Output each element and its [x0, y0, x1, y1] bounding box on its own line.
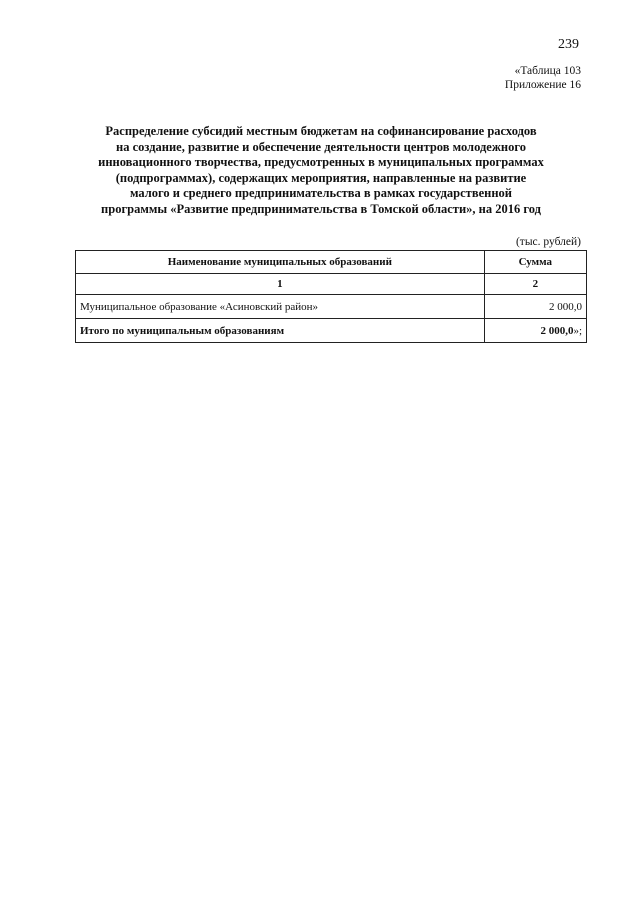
municipality-amount: 2 000,0: [484, 295, 586, 319]
appendix-label: Приложение 16: [504, 79, 581, 91]
subsidy-table: [75, 250, 587, 343]
title-line: программы «Развитие предпринимательства в Томской области», на 2016 год: [101, 201, 541, 216]
header-name: Наименование муниципальных образований: [76, 251, 485, 274]
title-line: Распределение субсидий местным бюджетам на софинансирование расходов: [105, 124, 537, 138]
total-label: Итого по муниципальным образованиям: [76, 319, 485, 343]
column-number-row: [76, 274, 587, 295]
table-label: «Таблица 103: [514, 65, 581, 77]
document-title: [60, 124, 582, 217]
total-amount: 2 000,0: [540, 324, 574, 337]
title-line: малого и среднего предпринимательства в рамках государственной: [130, 186, 512, 200]
total-row: [76, 319, 587, 343]
units-note: (тыс. рублей): [515, 236, 581, 248]
total-suffix: »;: [573, 324, 582, 337]
header-sum: Сумма: [484, 251, 586, 274]
table-row: [76, 295, 587, 319]
title-line: на создание, развитие и обеспечение деятельности центров молодежного: [116, 139, 526, 154]
column-number-2: 2: [484, 274, 586, 295]
column-number-1: 1: [76, 274, 485, 295]
appendix-block: [505, 64, 581, 92]
table-header-row: [76, 251, 587, 274]
title-line: инновационного творчества, предусмотренных в муниципальных программах: [98, 155, 544, 169]
total-amount-cell: [484, 319, 586, 343]
title-line: (подпрограммах), содержащих мероприятия, направленные на развитие: [115, 170, 527, 185]
municipality-name: Муниципальное образование «Асиновский район»: [76, 295, 485, 319]
page-number: 239: [558, 37, 579, 52]
